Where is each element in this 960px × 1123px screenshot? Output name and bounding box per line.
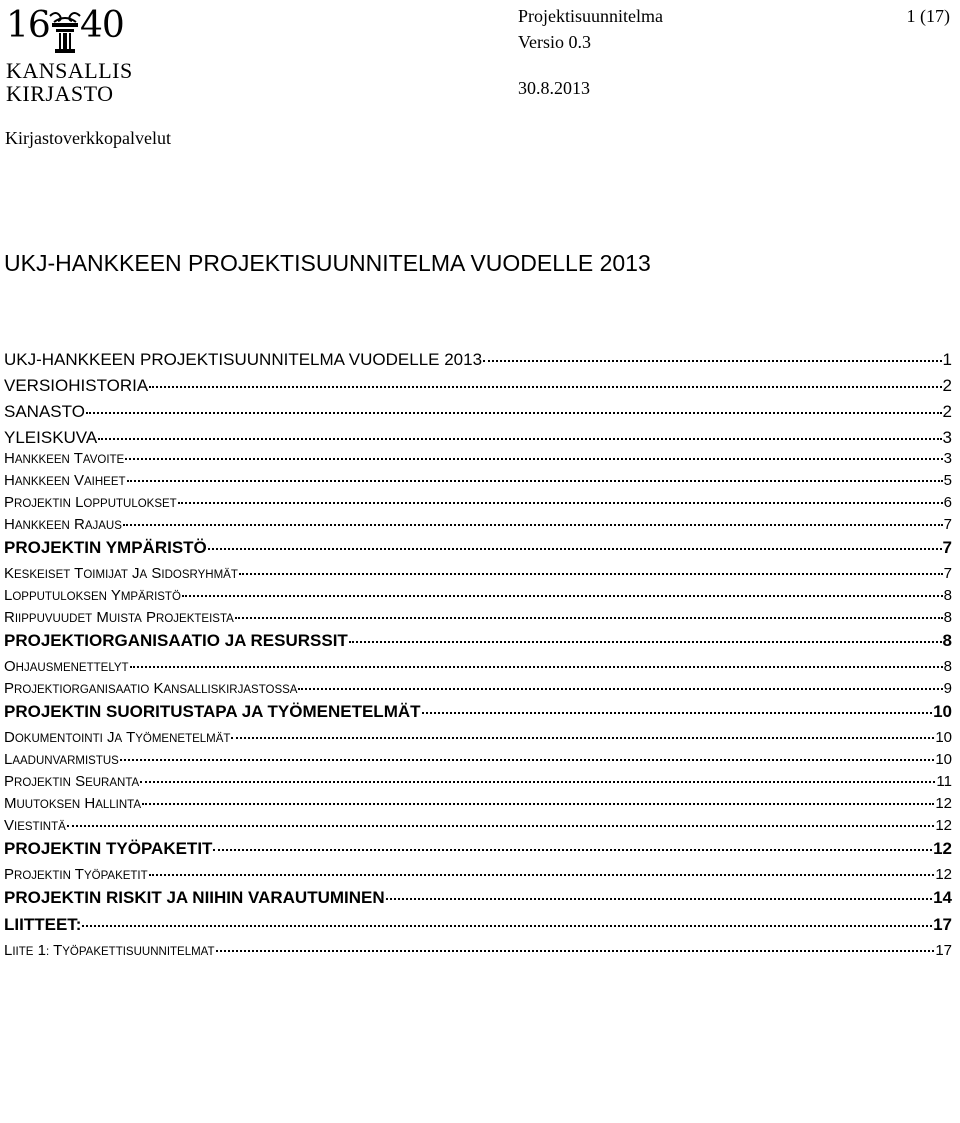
toc-entry-page: 10 (935, 751, 952, 768)
toc-dot-leader (120, 759, 934, 761)
toc-dot-leader (123, 524, 943, 526)
document-date: 30.8.2013 (518, 78, 590, 98)
toc-entry-page: 14 (933, 888, 952, 907)
toc-entry[interactable] (4, 729, 952, 746)
toc-entry-page: 9 (943, 680, 952, 697)
toc-entry-label: UKJ-HANKKEEN PROJEKTISUUNNITELMA VUODELLE 2013 (4, 350, 483, 369)
toc-dot-leader (86, 412, 942, 414)
toc-dot-leader (149, 874, 935, 876)
toc-dot-leader (239, 573, 943, 575)
toc-entry-page: 7 (943, 516, 952, 533)
logo-wordmark-line2: KIRJASTO (6, 81, 114, 106)
document-title: Projektisuunnitelma (518, 6, 663, 26)
toc-entry-label: RIIPPUVUUDET MUISTA PROJEKTEISTA (4, 609, 234, 626)
toc-dot-leader (216, 950, 935, 952)
toc-entry[interactable] (4, 680, 952, 697)
toc-entry-page: 7 (942, 538, 952, 557)
toc-entry-label: HANKKEEN RAJAUS (4, 516, 122, 533)
toc-entry-label: SANASTO (4, 402, 85, 421)
toc-entry-label: PROJEKTIN SUORITUSTAPA JA TYÖMENETELMÄT (4, 702, 421, 721)
toc-entry-label: PROJEKTIN LOPPUTULOKSET (4, 494, 177, 511)
toc-dot-leader (386, 898, 932, 900)
toc-dot-leader (142, 803, 934, 805)
toc-entry[interactable] (4, 516, 952, 533)
toc-dot-leader (182, 595, 943, 597)
logo-year-right: 40 (80, 5, 124, 46)
toc-entry[interactable] (4, 915, 952, 935)
toc-entry[interactable] (4, 795, 952, 812)
toc-entry[interactable] (4, 350, 952, 370)
toc-entry-label: OHJAUSMENETTELYT (4, 658, 129, 675)
toc-entry-page: 2 (942, 376, 952, 395)
toc-entry-page: 8 (942, 631, 952, 650)
toc-entry[interactable] (4, 839, 952, 859)
toc-entry-page: 10 (933, 702, 952, 721)
toc-entry[interactable] (4, 609, 952, 626)
toc-dot-leader (208, 548, 942, 550)
toc-dot-leader (349, 641, 942, 643)
toc-entry-label: HANKKEEN TAVOITE (4, 450, 125, 467)
toc-entry[interactable] (4, 888, 952, 908)
toc-entry-page: 1 (942, 350, 952, 369)
toc-entry-page: 2 (942, 402, 952, 421)
toc-entry-label: PROJEKTIN SEURANTA (4, 773, 140, 790)
toc-entry-page: 12 (933, 839, 952, 858)
toc-entry-label: PROJEKTIN TYÖPAKETIT (4, 839, 213, 858)
page-number: 1 (17) (906, 6, 950, 26)
toc-entry[interactable] (4, 866, 952, 883)
toc-dot-leader (149, 386, 941, 388)
toc-dot-leader (140, 781, 935, 783)
toc-entry-page: 5 (943, 472, 952, 489)
toc-entry-label: LIITE 1: TYÖPAKETTISUUNNITELMAT (4, 942, 215, 959)
toc-entry-label: LAADUNVARMISTUS (4, 751, 119, 768)
toc-dot-leader (125, 458, 942, 460)
toc-dot-leader (298, 688, 942, 690)
page-title: UKJ-HANKKEEN PROJEKTISUUNNITELMA VUODELLE 2013 (4, 250, 651, 276)
toc-entry-label: KESKEISET TOIMIJAT JA SIDOSRYHMÄT (4, 565, 238, 582)
toc-entry-label: HANKKEEN VAIHEET (4, 472, 126, 489)
toc-entry-label: LIITTEET: (4, 915, 82, 934)
toc-entry-page: 7 (943, 565, 952, 582)
toc-entry-page: 3 (943, 450, 952, 467)
toc-entry[interactable] (4, 817, 952, 834)
toc-entry-page: 3 (942, 428, 952, 447)
toc-entry[interactable] (4, 565, 952, 582)
toc-entry-label: MUUTOKSEN HALLINTA (4, 795, 142, 812)
toc-entry-page: 10 (935, 729, 952, 746)
toc-entry[interactable] (4, 702, 952, 722)
toc-entry[interactable] (4, 631, 952, 651)
toc-entry-page: 12 (935, 817, 952, 834)
toc-entry[interactable] (4, 942, 952, 959)
toc-dot-leader (231, 737, 934, 739)
toc-entry[interactable] (4, 587, 952, 604)
toc-dot-leader (82, 925, 932, 927)
toc-entry-label: VIESTINTÄ (4, 817, 66, 834)
toc-entry-page: 12 (935, 795, 952, 812)
column-capital-icon (48, 8, 82, 54)
toc-entry-page: 8 (943, 658, 952, 675)
toc-dot-leader (178, 502, 943, 504)
toc-entry-page: 8 (943, 587, 952, 604)
kansalliskirjasto-logo (6, 5, 133, 106)
toc-entry-page: 8 (943, 609, 952, 626)
toc-entry-label: YLEISKUVA (4, 428, 98, 447)
toc-entry-label: VERSIOHISTORIA (4, 376, 149, 395)
toc-entry[interactable] (4, 428, 952, 448)
toc-dot-leader (130, 666, 943, 668)
toc-entry[interactable] (4, 751, 952, 768)
toc-entry-page: 17 (935, 942, 952, 959)
toc-entry-label: PROJEKTIN TYÖPAKETIT (4, 866, 148, 883)
toc-entry[interactable] (4, 494, 952, 511)
toc-dot-leader (483, 360, 942, 362)
toc-dot-leader (98, 438, 941, 440)
toc-entry[interactable] (4, 376, 952, 396)
toc-dot-leader (235, 617, 943, 619)
toc-entry-page: 6 (943, 494, 952, 511)
toc-entry-label: PROJEKTIORGANISAATIO KANSALLISKIRJASTOSSA (4, 680, 298, 697)
toc-entry[interactable] (4, 450, 952, 467)
logo-wordmark-line1: KANSALLIS (6, 58, 133, 83)
toc-entry-label: DOKUMENTOINTI JA TYÖMENETELMÄT (4, 729, 231, 746)
logo-year-left: 16 (6, 5, 50, 46)
toc-entry-label: PROJEKTIORGANISAATIO JA RESURSSIT (4, 631, 348, 650)
toc-entry-label: PROJEKTIN YMPÄRISTÖ (4, 538, 207, 557)
organization-unit: Kirjastoverkkopalvelut (5, 128, 171, 148)
toc-entry-page: 11 (936, 773, 952, 790)
toc-entry[interactable] (4, 773, 952, 790)
toc-entry[interactable] (4, 538, 952, 558)
toc-entry[interactable] (4, 472, 952, 489)
toc-dot-leader (213, 849, 932, 851)
document-version: Versio 0.3 (518, 32, 591, 52)
toc-entry-page: 17 (933, 915, 952, 934)
toc-entry-label: PROJEKTIN RISKIT JA NIIHIN VARAUTUMINEN (4, 888, 385, 907)
toc-dot-leader (67, 825, 935, 827)
toc-dot-leader (127, 480, 943, 482)
toc-dot-leader (422, 712, 933, 714)
toc-entry[interactable] (4, 402, 952, 422)
toc-entry-label: LOPPUTULOKSEN YMPÄRISTÖ (4, 587, 181, 604)
toc-entry-page: 12 (935, 866, 952, 883)
toc-entry[interactable] (4, 658, 952, 675)
